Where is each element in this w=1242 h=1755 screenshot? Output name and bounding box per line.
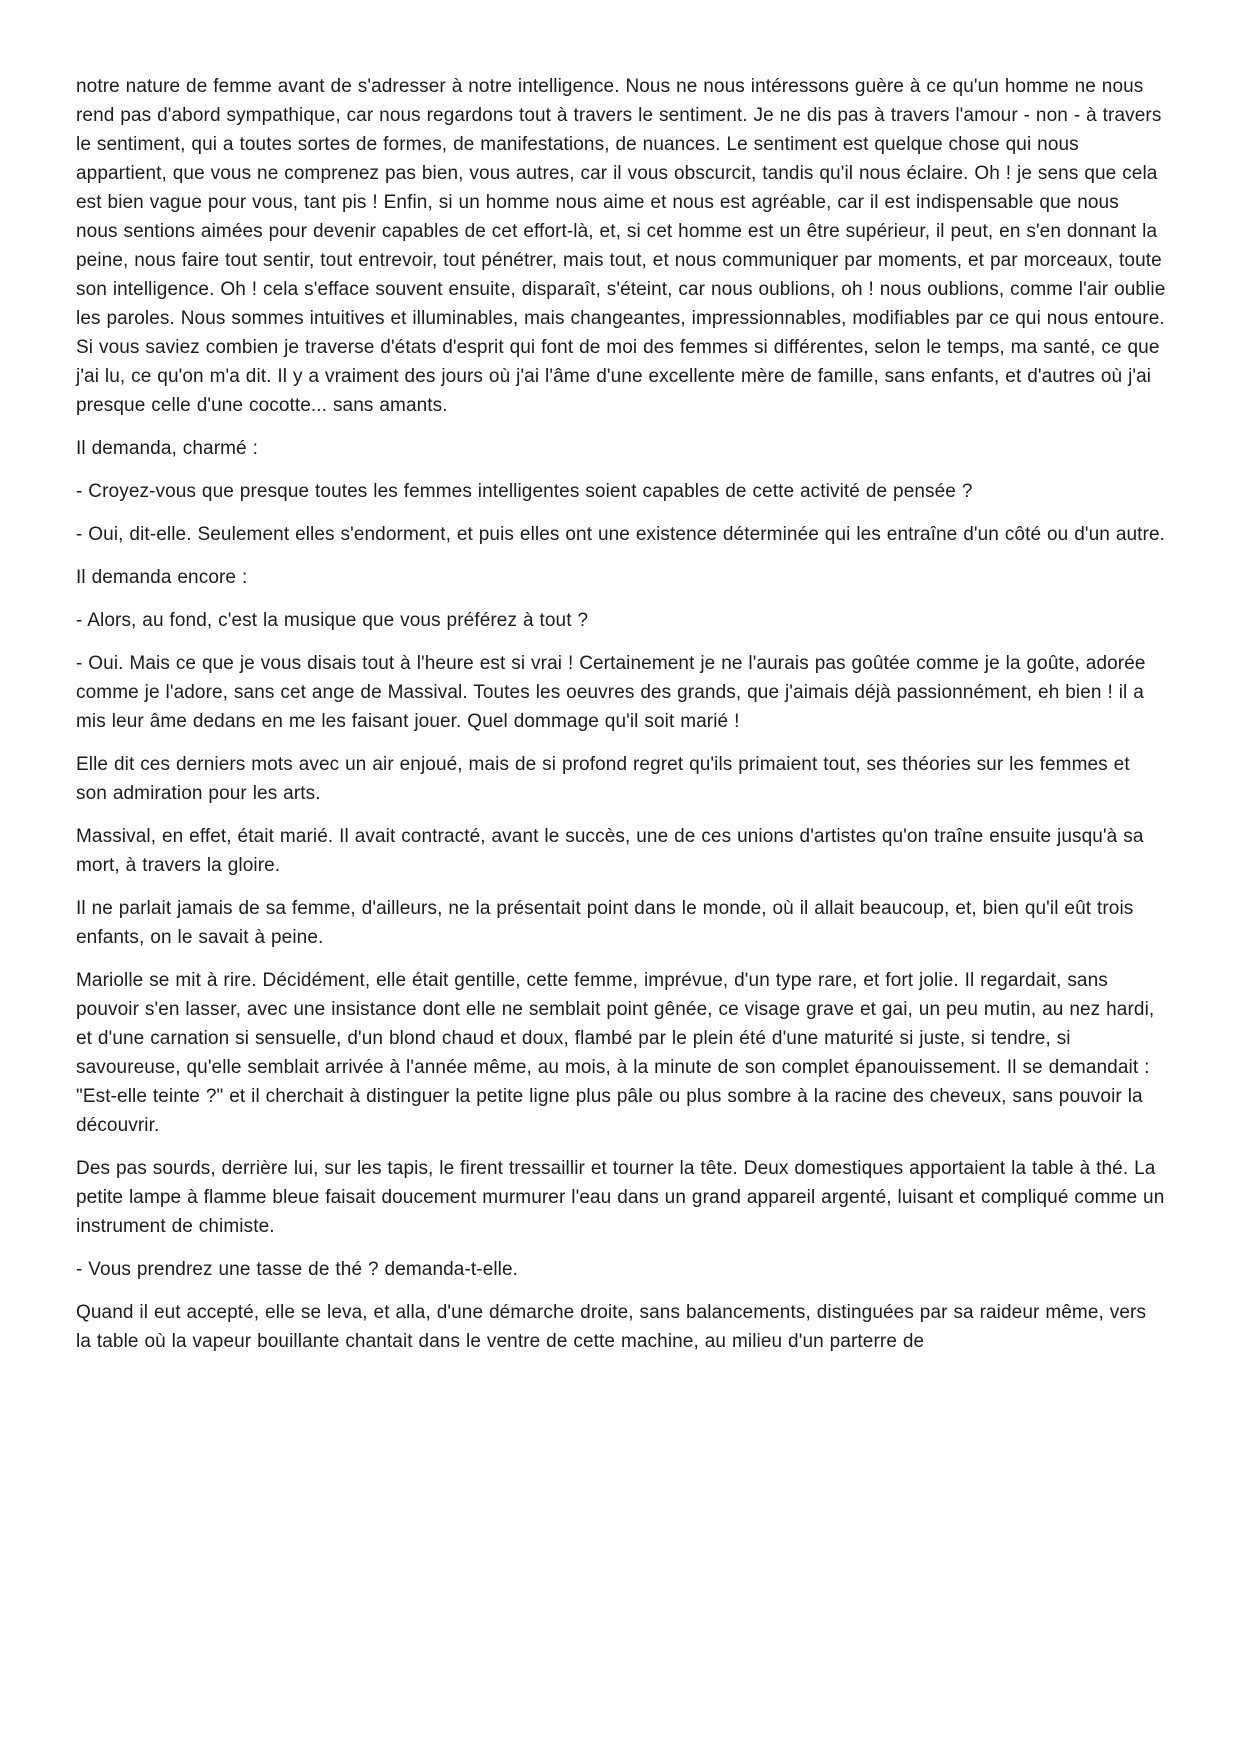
paragraph: - Croyez-vous que presque toutes les femmes intelligentes soient capables de cette activité de pensée ?	[76, 481, 973, 502]
paragraph: - Oui. Mais ce que je vous disais tout à l'heure est si vrai ! Certainement je ne l'aurais pas goûtée comme je la goûte, adorée comme je l'adore, sans cet ange de Massival. Toutes les oeuvres des grands, que j'aimais déjà passionnément, eh bien ! il a mis leur âme dedans en me les faisant jouer. Quel dommage qu'il soit marié !	[76, 653, 1146, 732]
paragraph: Elle dit ces derniers mots avec un air enjoué, mais de si profond regret qu'ils primaient tout, ses théories sur les femmes et son admiration pour les arts.	[76, 754, 1130, 804]
paragraph: - Vous prendrez une tasse de thé ? demanda-t-elle.	[76, 1259, 519, 1280]
paragraph: Des pas sourds, derrière lui, sur les tapis, le firent tressaillir et tourner la tête. Deux domestiques apportaient la table à thé. La petite lampe à flamme bleue faisait doucement murmurer l'eau dans un grand appareil argenté, luisant et compliqué comme un instrument de chimiste.	[76, 1158, 1165, 1237]
paragraph: Il ne parlait jamais de sa femme, d'ailleurs, ne la présentait point dans le monde, où il allait beaucoup, et, bien qu'il eût trois enfants, on le savait à peine.	[76, 898, 1134, 948]
paragraph: Mariolle se mit à rire. Décidément, elle était gentille, cette femme, imprévue, d'un type rare, et fort jolie. Il regardait, sans pouvoir s'en lasser, avec une insistance dont elle ne semblait point gênée, ce visage grave et gai, un peu mutin, au nez hardi, et d'une carnation si sensuelle, d'un blond chaud et doux, flambé par le plein été d'une maturité si juste, si tendre, si savoureuse, qu'elle semblait arrivée à l'année même, au mois, à la minute de son complet épanouissement. Il se demandait : "Est-elle teinte ?" et il cherchait à distinguer la petite ligne plus pâle ou plus sombre à la racine des cheveux, sans pouvoir la découvrir.	[76, 970, 1155, 1136]
paragraph: Il demanda encore :	[76, 567, 248, 588]
paragraph: Quand il eut accepté, elle se leva, et alla, d'une démarche droite, sans balancements, distinguées par sa raideur même, vers la table où la vapeur bouillante chantait dans le ventre de cette machine, au milieu d'un parterre de	[76, 1302, 1147, 1352]
paragraph: notre nature de femme avant de s'adresser à notre intelligence. Nous ne nous intéressons guère à ce qu'un homme ne nous rend pas d'abord sympathique, car nous regardons tout à travers le sentiment. Je ne dis pas à travers l'amour - non - à travers le sentiment, qui a toutes sortes de formes, de manifestations, de nuances. Le sentiment est quelque chose qui nous appartient, que vous ne comprenez pas bien, vous autres, car il vous obscurcit, tandis qu'il nous éclaire. Oh ! je sens que cela est bien vague pour vous, tant pis ! Enfin, si un homme nous aime et nous est agréable, car il est indispensable que nous nous sentions aimées pour devenir capables de cet effort-là, et, si cet homme est un être supérieur, il peut, en s'en donnant la peine, nous faire tout sentir, tout entrevoir, tout pénétrer, mais tout, et nous communiquer par moments, et par morceaux, toute son intelligence. Oh ! cela s'efface souvent ensuite, disparaît, s'éteint, car nous oublions, oh ! nous oublions, comme l'air oublie les paroles. Nous sommes intuitives et illuminables, mais changeantes, impressionnables, modifiables par ce qui nous entoure. Si vous saviez combien je traverse d'états d'esprit qui font de moi des femmes si différentes, selon le temps, ma santé, ce que j'ai lu, ce qu'on m'a dit. Il y a vraiment des jours où j'ai l'âme d'une excellente mère de famille, sans enfants, et d'autres où j'ai presque celle d'une cocotte... sans amants.	[76, 76, 1166, 416]
paragraph: Massival, en effet, était marié. Il avait contracté, avant le succès, une de ces unions d'artistes qu'on traîne ensuite jusqu'à sa mort, à travers la gloire.	[76, 826, 1144, 876]
paragraph: Il demanda, charmé :	[76, 438, 258, 459]
paragraph: - Alors, au fond, c'est la musique que vous préférez à tout ?	[76, 610, 589, 631]
paragraph: - Oui, dit-elle. Seulement elles s'endorment, et puis elles ont une existence déterminée qui les entraîne d'un côté ou d'un autre.	[76, 524, 1166, 545]
